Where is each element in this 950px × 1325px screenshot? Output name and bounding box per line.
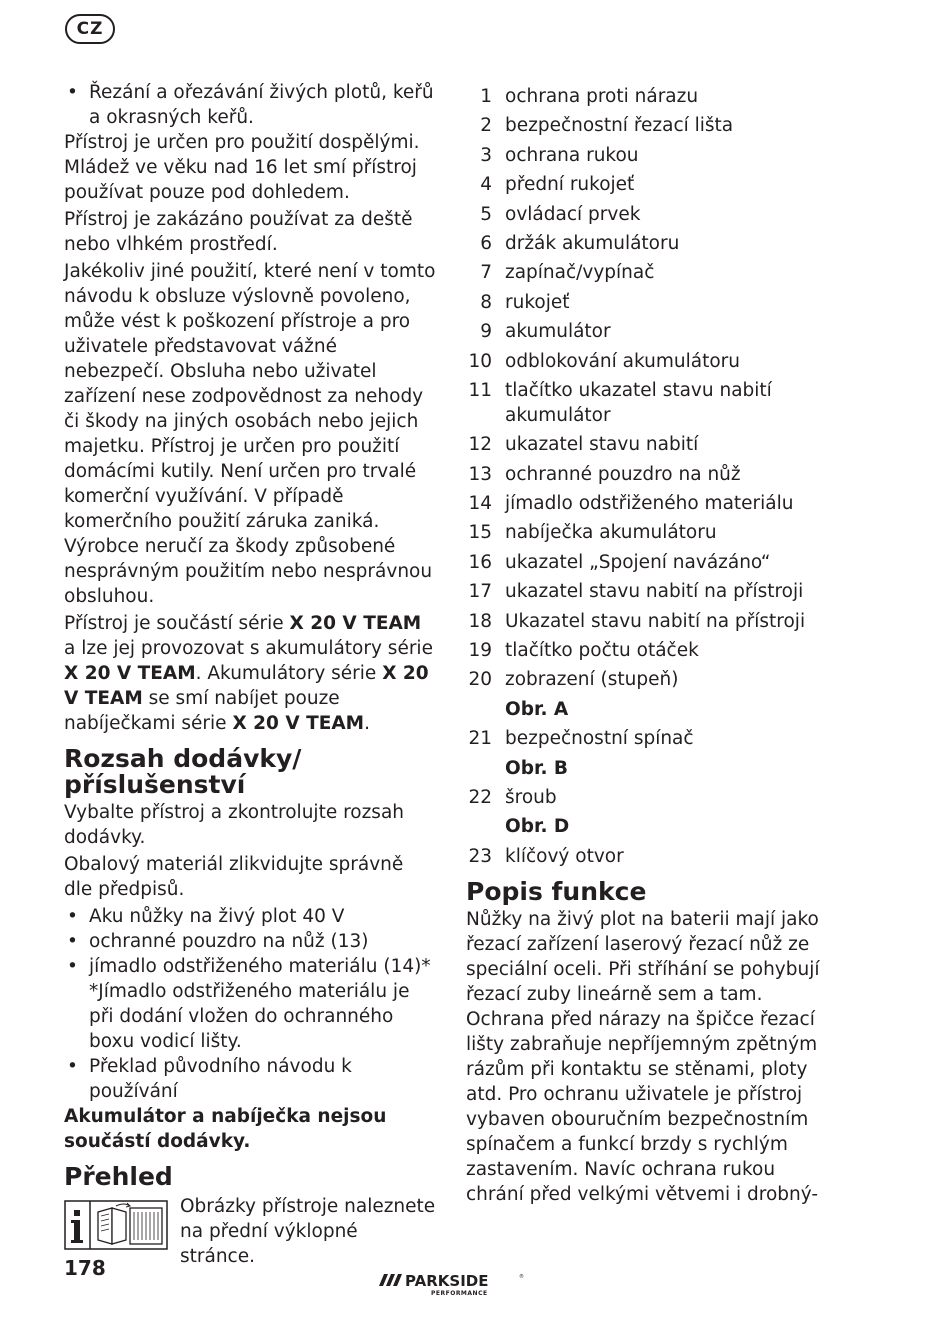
part-number: 16 [468, 551, 492, 573]
part-number: 14 [468, 493, 492, 515]
part-number: 22 [468, 786, 492, 808]
part-label: nabíječka akumulátoru [505, 522, 717, 544]
part-label: tlačítko počtu otáček [505, 640, 699, 662]
part-label: ovládací prvek [505, 203, 641, 225]
part-label: zobrazení (stupeň) [505, 669, 679, 691]
part-label: ochrana rukou [505, 144, 639, 166]
part-item [466, 579, 838, 604]
page-number: 178 [64, 1256, 106, 1280]
figure-label-b: Obr. B [505, 757, 569, 779]
language-badge [65, 14, 115, 44]
part-item [466, 609, 838, 634]
paragraph-series [64, 611, 436, 736]
figure-label-a: Obr. A [505, 698, 569, 720]
parkside-logo [375, 1264, 525, 1300]
part-item [466, 172, 838, 197]
scope-paragraph: Obalový materiál zlikvidujte správně dle předpisů. [64, 854, 404, 900]
part-label: zapínač/vypínač [505, 262, 655, 284]
scope-list [64, 904, 436, 979]
part-item [466, 844, 838, 869]
scope-list-continued [64, 1054, 436, 1104]
part-label: bezpečnostní řezací lišta [505, 115, 734, 137]
part-number: 11 [468, 379, 492, 401]
part-item [466, 113, 838, 138]
part-item [466, 726, 838, 751]
part-number: 19 [468, 640, 492, 662]
part-item [466, 260, 838, 285]
scope-note: Akumulátor a nabíječka nejsou součástí dodávky. [64, 1106, 387, 1152]
part-item [466, 432, 838, 457]
part-item [466, 319, 838, 344]
svg-text:®: ® [519, 1274, 524, 1280]
series-name: X 20 V TEAM [64, 663, 196, 684]
part-item [466, 491, 838, 516]
paragraph-misuse: Jakékoliv jiné použití, které není v tomto návodu k obsluze výslovně povoleno, může vést k poškození přístroje a pro uživatele představovat vážné nebezpečí. Obsluha nebo uživatel zařízení nese zodpovědnost za nehody či škody na jiných osobách nebo jejich majetku. Přístroj je určen pro použití domácími kutily. Není určen pro trvalé komerční využívání. V případě komerčního použití záruka zaniká. Výrobce neručí za škody způsobené nesprávným použitím nebo nesprávnou obsluhou. [64, 261, 436, 607]
part-label: ukazatel stavu nabití [505, 434, 699, 456]
part-label: přední rukojeť [505, 174, 635, 196]
list-item: • Překlad původního návodu k používání [64, 1054, 436, 1104]
part-number: 21 [468, 728, 492, 750]
part-label: ochrana proti nárazu [505, 86, 699, 107]
part-number: 15 [468, 522, 492, 544]
series-name: X 20 V TEAM [289, 613, 422, 634]
series-name: X 20 V TEAM [232, 713, 365, 734]
left-column [64, 80, 436, 1269]
part-item [466, 667, 838, 692]
series-text: a lze jej provozovat s akumulátory série [64, 638, 433, 659]
info-manual-icon [64, 1200, 168, 1250]
part-item [466, 231, 838, 256]
part-item [466, 462, 838, 487]
part-label: rukojeť [505, 291, 570, 313]
scope-footnote: *Jímadlo odstřiženého materiálu je při dodání vložen do ochranného boxu vodicí lišty. [89, 981, 410, 1052]
part-number: 9 [480, 321, 492, 343]
part-item [466, 84, 838, 109]
scope-heading: Rozsah dodávky/ příslušenství [64, 744, 302, 799]
part-number: 3 [480, 144, 492, 166]
part-item [466, 550, 838, 575]
part-label: ukazatel stavu nabití na přístroji [505, 581, 804, 603]
brand-sub: PERFORMANCE [431, 1290, 488, 1297]
parts-list [466, 84, 838, 869]
paragraph-rain: Přístroj je zakázáno používat za deště nebo vlhkém prostředí. [64, 209, 413, 255]
part-number: 12 [468, 434, 492, 456]
part-number: 13 [468, 463, 492, 485]
part-label: odblokování akumulátoru [505, 350, 740, 372]
scope-paragraph: Vybalte přístroj a zkontrolujte rozsah dodávky. [64, 802, 405, 848]
part-label: akumulátor [505, 321, 611, 343]
part-number: 4 [480, 174, 492, 196]
part-number: 10 [468, 350, 492, 372]
paragraph-adults: Přístroj je určen pro použití dospělými. Mládež ve věku nad 16 let smí přístroj používat pouze pod dohledem. [64, 132, 420, 203]
part-label: Ukazatel stavu nabití na přístroji [505, 610, 806, 632]
part-number: 1 [480, 86, 492, 107]
part-label: držák akumulátoru [505, 232, 680, 254]
part-item [466, 290, 838, 315]
part-label: bezpečnostní spínač [505, 728, 694, 750]
overview-info [64, 1194, 436, 1269]
list-item: • Aku nůžky na živý plot 40 V [64, 904, 436, 929]
part-number: 20 [468, 669, 492, 691]
part-item [466, 202, 838, 227]
part-label: jímadlo odstřiženého materiálu [505, 493, 794, 515]
part-item [466, 378, 838, 428]
overview-text: Obrázky přístroje naleznete na přední výklopné stránce. [180, 1196, 436, 1267]
part-number: 5 [480, 203, 492, 225]
figure-label-d: Obr. D [505, 816, 570, 838]
part-number: 7 [480, 262, 492, 284]
series-name: X 20 V TEAM [64, 663, 429, 709]
list-item: • ochranné pouzdro na nůž (13) [64, 929, 436, 954]
part-label: ochranné pouzdro na nůž [505, 463, 741, 485]
part-label: tlačítko ukazatel stavu nabití akumulátor [505, 379, 772, 426]
series-text: . [364, 713, 370, 734]
part-number: 2 [480, 115, 492, 137]
list-item: • Řezání a ořezávání živých plotů, keřů a okrasných keřů. [64, 80, 436, 130]
language-code: CZ [76, 18, 104, 39]
part-item [466, 785, 838, 810]
function-heading: Popis funkce [466, 876, 647, 906]
part-number: 6 [480, 232, 492, 254]
part-label: šroub [505, 786, 557, 808]
intended-use-list [64, 80, 436, 130]
part-item [466, 349, 838, 374]
part-item [466, 638, 838, 663]
function-paragraph: Nůžky na živý plot na baterii mají jako řezací zařízení laserový řezací nůž ze speciální oceli. Při stříhání se pohybují řezací zuby lineárně sem a tam. Ochrana před nárazy na špičce řezací lišty zabraňuje nepříjemným zpětným rázům při kontaktu se stěnami, ploty atd. Pro ochranu uživatele je přístroj vybaven obouručním bezpečnostním spínačem a funkcí brzdy s rychlým zastavením. Navíc ochrana rukou chrání před velkými větvemi i drobný- [466, 908, 820, 1205]
part-number: 17 [468, 581, 492, 603]
part-number: 8 [480, 291, 492, 313]
part-label: ukazatel „Spojení navázáno“ [505, 551, 771, 573]
series-text: . Akumulátory série [195, 663, 383, 684]
part-label: klíčový otvor [505, 845, 624, 867]
right-column [466, 84, 838, 1209]
series-text: Přístroj je součástí série [64, 613, 290, 634]
overview-heading: Přehled [64, 1162, 173, 1191]
list-item: • jímadlo odstřiženého materiálu (14)* [64, 954, 436, 979]
brand-name: PARKSIDE [405, 1272, 489, 1290]
part-number: 23 [468, 845, 492, 867]
part-item [466, 520, 838, 545]
part-item [466, 143, 838, 168]
part-number: 18 [468, 610, 492, 632]
series-text: se smí nabíjet pouze nabíječkami série [64, 688, 340, 734]
